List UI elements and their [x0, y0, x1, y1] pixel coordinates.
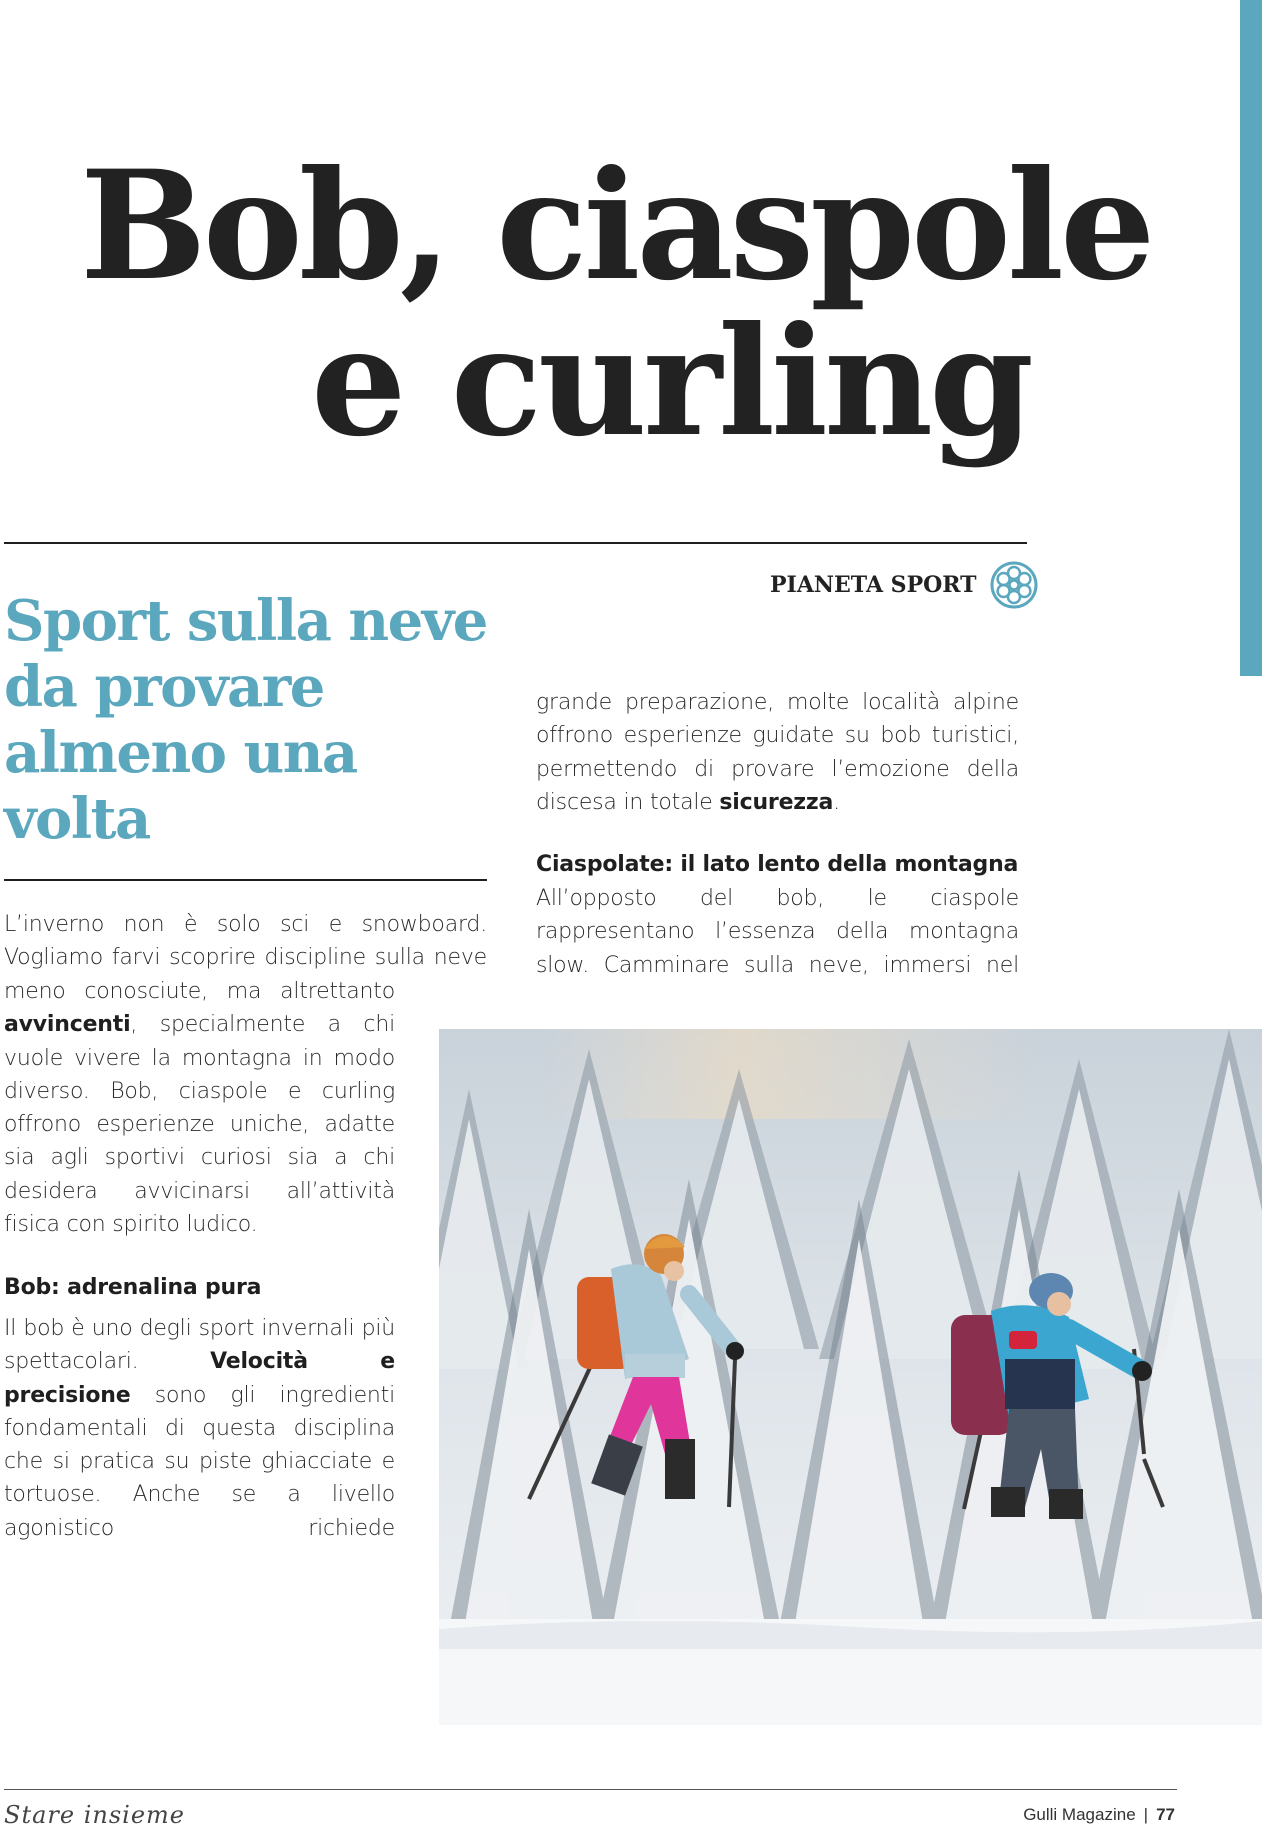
section-tag: [770, 560, 1039, 610]
snowshoeing-photo: [439, 1029, 1262, 1725]
page-number: 77: [1156, 1805, 1175, 1824]
subheading: [4, 588, 487, 852]
footer-separator: |: [1143, 1805, 1149, 1824]
ciaspole-text: All’opposto del bob, le ciaspole rappresentano l’essenza della montagna slow. Camminare sulla neve, immersi nel: [536, 886, 1019, 978]
page-title: [80, 138, 1152, 470]
ciaspole-heading: Ciaspolate: il lato lento della montagna: [536, 852, 1019, 877]
intro-text-bold: avvincenti: [4, 1012, 131, 1038]
intro-text-wide: L’inverno non è solo sci e snowboard. Vogliamo farvi scoprire discipline sulla neve: [4, 912, 487, 971]
title-line-1: Bob, ciaspole: [80, 138, 1152, 314]
footer-page-info: [1023, 1805, 1175, 1825]
subheading-divider: [4, 879, 487, 881]
bob-text-bold: Velocità e precisione: [4, 1349, 395, 1408]
bob-continued-paragraph: [536, 686, 1019, 819]
intro-text-before: meno conosciute, ma altrettanto: [4, 979, 395, 1004]
bob-cont-after: .: [833, 789, 840, 815]
photo-illustration: [439, 1029, 1262, 1725]
section-label: PIANETA SPORT: [770, 572, 977, 598]
bob-heading: Bob: adrenalina pura: [4, 1275, 262, 1300]
subheading-line: volta: [4, 786, 150, 852]
intro-paragraph-wide: [4, 908, 487, 975]
intro-text-after: , specialmente a chi vuole vivere la montagna in modo diverso. Bob, ciaspole e curling offrono esperienze uniche, adatte sia agli sportivi curiosi sia a chi desidera avvicinarsi all’attività fisica con spirito ludico.: [4, 1012, 395, 1238]
bob-cont-before: grande preparazione, molte località alpine offrono esperienze guidate su bob turistici, permettendo di provare l’emozione della discesa in totale: [536, 690, 1019, 815]
intro-paragraph: [4, 975, 395, 1241]
bob-paragraph: [4, 1312, 395, 1545]
ciaspole-paragraph: [536, 882, 1019, 982]
bob-text-after: sono gli ingredienti fondamentali di questa disciplina che si pratica su piste ghiacciate e tortuose. Anche se a livello agonistico richiede: [4, 1382, 395, 1541]
bob-text-before: Il bob è uno degli sport invernali più spettacolari.: [4, 1316, 395, 1375]
subheading-line: almeno una: [4, 720, 357, 786]
reel-icon: [989, 560, 1039, 610]
subheading-line: da provare: [4, 654, 324, 720]
bob-cont-bold: sicurezza: [719, 789, 834, 815]
footer-magazine-name: Gulli Magazine: [1023, 1805, 1136, 1824]
title-line-2: e curling: [311, 294, 1030, 470]
accent-side-bar: [1240, 0, 1262, 676]
footer-divider: [4, 1789, 1177, 1790]
footer-section-name: Stare insieme: [4, 1801, 185, 1829]
title-divider: [4, 542, 1027, 544]
subheading-line: Sport sulla neve: [4, 588, 487, 654]
